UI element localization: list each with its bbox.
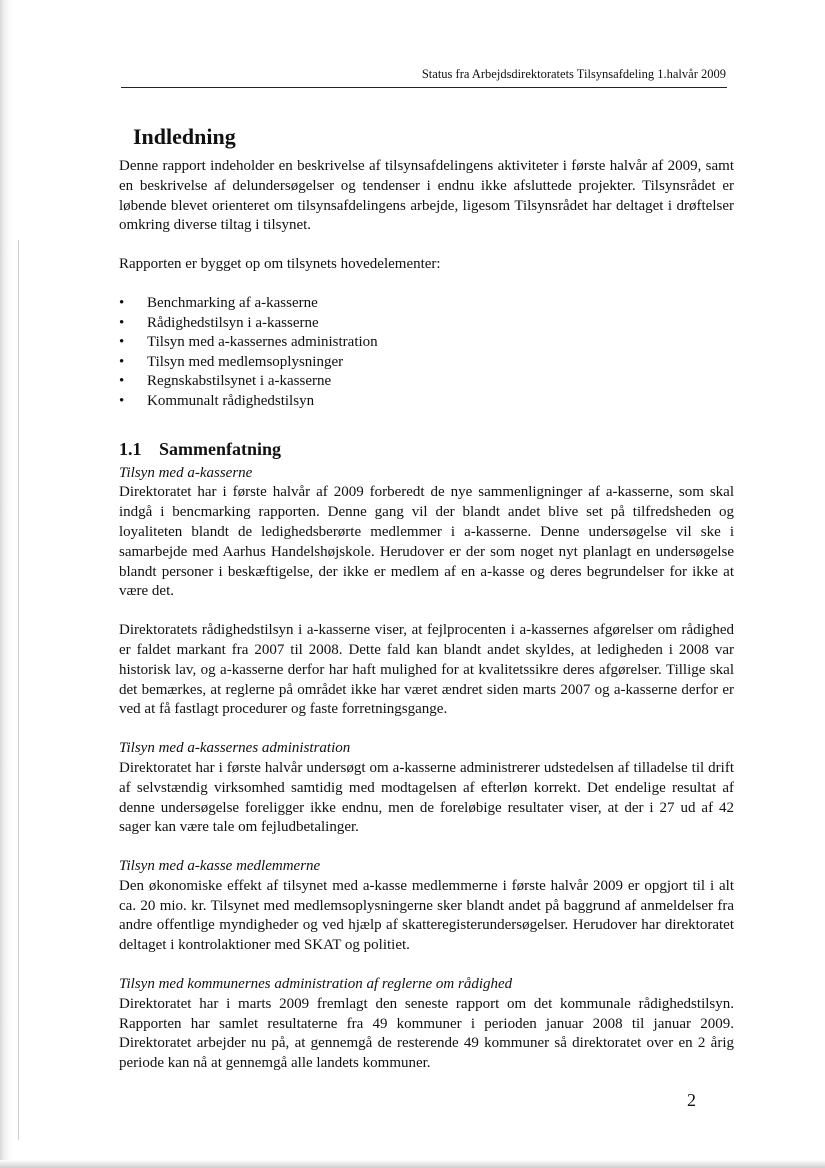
page-content <box>119 123 734 1074</box>
subheading-a-kasserne: Tilsyn med a-kasserne <box>119 464 253 481</box>
scan-artifact-line <box>18 240 19 1140</box>
summary-paragraph-5: Direktoratet har i marts 2009 fremlagt den seneste rapport om det kommunale rådighedstilsyn. Rapporten har samlet resultaterne fra 49 kommuner i perioden januar 2008 til januar 2009. Direktoratet arbejder nu på, at gennemgå de resterende 49 kommuner så direktoratet over en 2 årig periode kan nå at gennemgå alle landets kommuner. <box>119 995 734 1072</box>
list-item: • Benchmarking af a-kasserne <box>119 294 734 314</box>
scan-edge-bottom <box>0 1160 825 1168</box>
summary-paragraph-4: Den økonomiske effekt af tilsynet med a-kasse medlemmerne i første halvår 2009 er opgjort til i alt ca. 20 mio. kr. Tilsynet med medlemsoplysningerne sker blandt andet på baggrund af anmeldelser fra andre offentlige myndigheder og ved hjælp af skatteregisterundersøgelser. Herudover har direktoratet deltaget i kontrolaktioner med SKAT og politiet. <box>119 877 734 954</box>
summary-paragraph-1: Direktoratet har i første halvår af 2009 forberedt de nye sammenligninger af a-kasserne, som skal indgå i bencmarking rapporten. Denne gang vil der blandt andet blive set på tilfredsheden og loyaliteten blandt de ledighedsberørte medlemmer i a-kasserne. Denne undersøgelse vil ske i samarbejde med Aarhus Handelshøjskole. Herudover er der som noget nyt planlagt en undersøgelse blandt personer i beskæftigelse, der ikke er medlem af en a-kasse og deres begrundelser for ikke at være det. <box>119 484 734 600</box>
list-item: • Kommunalt rådighedstilsyn <box>119 392 734 412</box>
summary-heading <box>119 436 734 462</box>
intro-paragraph-2: Rapporten er bygget op om tilsynets hovedelementer: <box>119 256 441 273</box>
scan-edge-left <box>0 0 14 1168</box>
main-elements-list <box>119 294 734 412</box>
list-item: • Tilsyn med a-kassernes administration <box>119 333 734 353</box>
section-title: Sammenfatning <box>159 438 282 459</box>
list-item: • Rådighedstilsyn i a-kasserne <box>119 314 734 334</box>
header-rule <box>121 87 727 88</box>
intro-heading: Indledning <box>133 124 236 149</box>
intro-paragraph-1: Denne rapport indeholder en beskrivelse af tilsynsafdelingens aktiviteter i første halvår af 2009, samt en beskrivelse af delundersøgelser og tendenser i endnu ikke afsluttede projekter. Tilsynsrådet er løbende blevet orienteret om tilsynsafdelingens arbejde, ligesom Tilsynsrådet har deltaget i drøftelser omkring diverse tiltag i tilsynet. <box>119 158 734 234</box>
subheading-medlemmerne: Tilsyn med a-kasse medlemmerne <box>119 858 321 875</box>
summary-paragraph-3: Direktoratet har i første halvår undersøgt om a-kasserne administrerer udstedelsen af tilladelse til drift af selvstændig virksomhed samtidig med modtagelsen af efterløn korrekt. Det endelige resultat af denne undersøgelse foreligger ikke endnu, men de foreløbige resultater viser, at der i 27 ud af 42 sager kan være tale om fejludbetalinger. <box>119 759 734 836</box>
list-item: • Tilsyn med medlemsoplysninger <box>119 353 734 373</box>
running-header: Status fra Arbejdsdirektoratets Tilsynsafdeling 1.halvår 2009 <box>421 67 726 81</box>
subheading-administration: Tilsyn med a-kassernes administration <box>119 740 351 757</box>
list-item: • Regnskabstilsynet i a-kasserne <box>119 372 734 392</box>
page-number: 2 <box>687 1090 696 1110</box>
summary-paragraph-2: Direktoratets rådighedstilsyn i a-kasserne viser, at fejlprocenten i a-kassernes afgørelser om rådighed er faldet markant fra 2007 til 2008. Dette fald kan blandt andet skyldes, at ledigheden i 2008 var historisk lav, og a-kasserne derfor har haft mulighed for at kvalitetssikre deres afgørelser. Tillige skal det bemærkes, at reglerne på området ikke har været ændret siden marts 2007 og a-kasserne derfor er ved at få fastlagt procedurer og faste forretningsgange. <box>119 622 734 718</box>
subheading-kommunerne: Tilsyn med kommunernes administration af reglerne om rådighed <box>119 976 513 993</box>
section-number: 1.1 <box>119 438 142 459</box>
